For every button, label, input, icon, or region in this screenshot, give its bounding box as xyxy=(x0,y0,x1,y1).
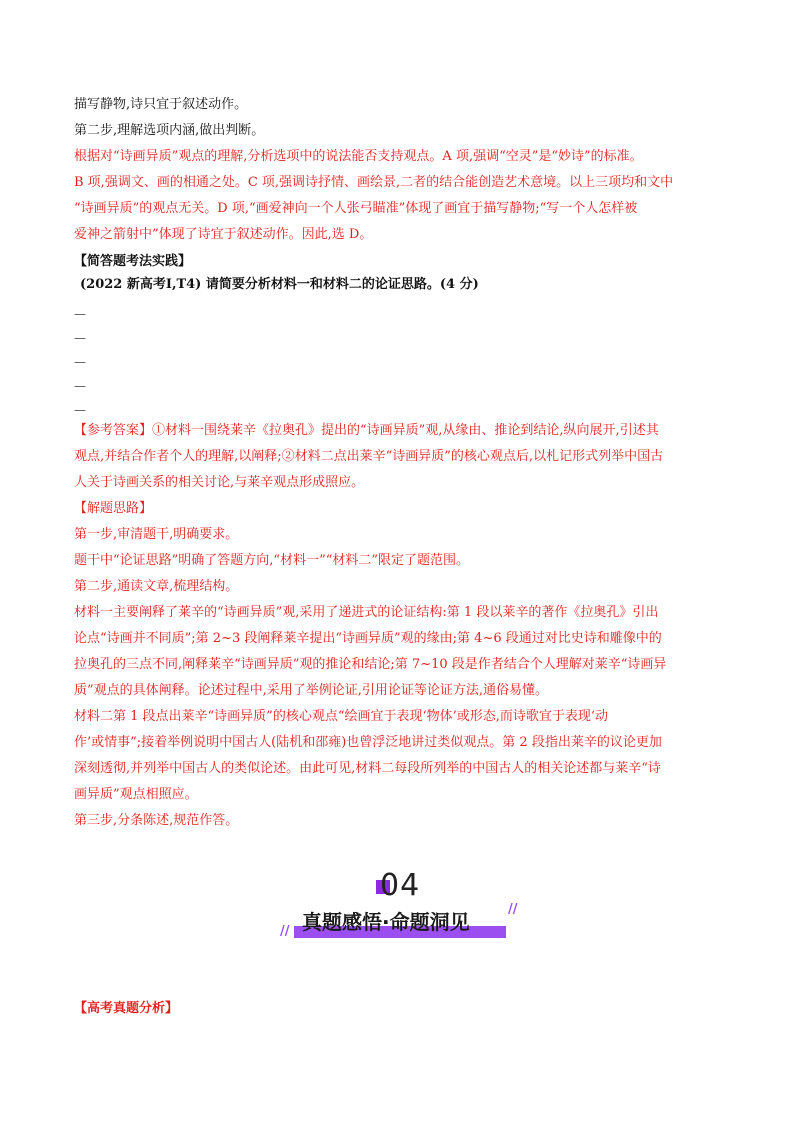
analysis-heading: 【高考真题分析】 xyxy=(74,1001,179,1016)
approach-line: 第一步,审清题干,明确要求。 xyxy=(74,527,239,542)
approach-line: 作’或情事”;接着举例说明中国古人(陆机和邵雍)也曾浮泛地讲过类似观点。第 2 段指出莱辛的议论更加 xyxy=(74,735,662,750)
text-line: 爱神之箭射中”体现了诗宜于叙述动作。因此,选 D。 xyxy=(74,227,373,242)
reference-answer-line: 人关于诗画关系的相关讨论,与莱辛观点形成照应。 xyxy=(74,475,365,490)
answer-blank-line: — xyxy=(74,355,86,369)
approach-line: 材料一主要阐释了莱辛的“诗画异质”观,采用了递进式的论证结构:第 1 段以莱辛的著作《拉奥孔》引出 xyxy=(74,605,659,620)
approach-line: 材料二第 1 段点出莱辛“诗画异质”的核心观点“绘画宜于表现‘物体’或形态,而诗歌宜于表现‘动 xyxy=(74,709,609,724)
approach-line: 质”观点的具体阐释。论述过程中,采用了举例论证,引用论证等论证方法,通俗易懂。 xyxy=(74,683,549,698)
approach-line: 第三步,分条陈述,规范作答。 xyxy=(74,813,239,828)
question-text: (2022 新高考Ⅰ,T4) 请简要分析材料一和材料二的论证思路。(4 分) xyxy=(80,277,479,292)
approach-line: 第二步,通读文章,梳理结构。 xyxy=(74,579,239,594)
answer-blank-line: — xyxy=(74,403,86,417)
approach-heading: 【解题思路】 xyxy=(74,501,153,516)
section-title: 真题感悟·命题洞见 xyxy=(302,910,470,934)
approach-line: 题干中“论证思路”明确了答题方向,“材料一”“材料二”限定了题范围。 xyxy=(74,553,470,568)
answer-blank-line: — xyxy=(74,331,86,345)
text-line: 根据对“诗画异质”观点的理解,分析选项中的说法能否支持观点。A 项,强调“空灵”是“妙诗”的标准。 xyxy=(74,149,643,164)
section-number: 04 xyxy=(380,868,421,903)
approach-line: 论点“诗画并不同质”;第 2~3 段阐释莱辛提出“诗画异质”观的缘由;第 4~6 段通过对比史诗和雕像中的 xyxy=(74,631,662,646)
text-line: “诗画异质”的观点无关。D 项,“画爱神向一个人张弓瞄准”体现了画宜于描写静物;“写一个人怎样被 xyxy=(74,201,638,216)
practice-heading: 【简答题考法实践】 xyxy=(74,254,192,269)
decorative-slash-icon: // xyxy=(508,902,518,917)
reference-answer-line: 观点,并结合作者个人的理解,以阐释;②材料二点出莱辛“诗画异质”的核心观点后,以札记形式列举中国古 xyxy=(74,449,664,464)
decorative-slash-icon: // xyxy=(280,924,290,939)
reference-answer-line: 【参考答案】①材料一围绕莱辛《拉奥孔》提出的“诗画异质”观,从缘由、推论到结论,纵向展开,引述其 xyxy=(74,423,659,438)
text-line: 描写静物,诗只宜于叙述动作。 xyxy=(74,97,248,112)
text-line: 第二步,理解选项内涵,做出判断。 xyxy=(74,123,265,138)
approach-line: 深刻透彻,并列举中国古人的类似论述。由此可见,材料二每段所列举的中国古人的相关论述都与莱辛“诗 xyxy=(74,761,661,776)
answer-blank-line: — xyxy=(74,379,86,393)
answer-blank-line: — xyxy=(74,307,86,321)
approach-line: 画异质”观点相照应。 xyxy=(74,787,198,802)
approach-line: 拉奥孔的三点不同,阐释莱辛“诗画异质”观的推论和结论;第 7~10 段是作者结合个人理解对莱辛“诗画异 xyxy=(74,657,667,672)
text-line: B 项,强调文、画的相通之处。C 项,强调诗抒情、画绘景,二者的结合能创造艺术意境。以上三项均和文中 xyxy=(74,175,674,190)
